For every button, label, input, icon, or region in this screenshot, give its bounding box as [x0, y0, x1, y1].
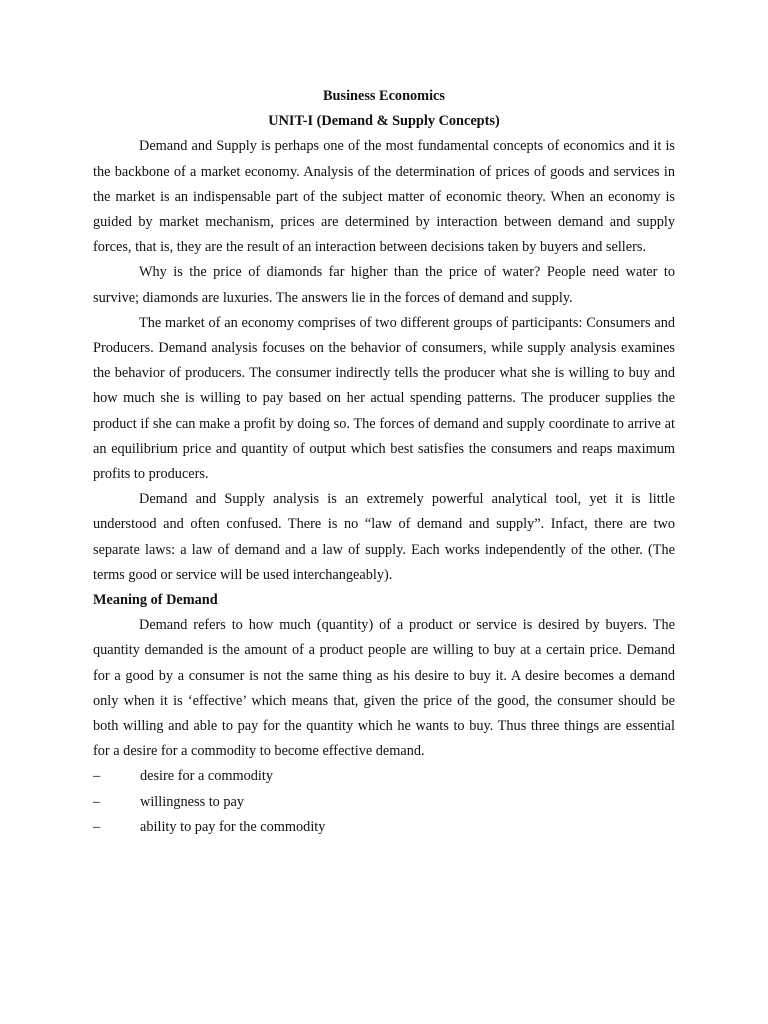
dash-bullet-icon: –: [93, 768, 101, 785]
section-heading: Meaning of Demand: [93, 592, 218, 609]
list-item-text: willingness to pay: [140, 793, 245, 810]
document-subtitle: UNIT-I (Demand & Supply Concepts): [268, 113, 500, 130]
essentials-list: [93, 764, 675, 840]
list-item: [93, 764, 675, 789]
list-item: [93, 790, 675, 815]
dash-bullet-icon: –: [93, 818, 101, 835]
intro-paragraph-3: The market of an economy comprises of two different groups of participants: Consumers and Producers. Demand analysis focuses on the behavior of consumers, while supply analysis examines the behavior of producers. The consumer indirectly tells the producer what she is willing to buy and how much she is willing to pay based on her actual spending patterns. The producer supplies the product if she can make a profit by doing so. The forces of demand and supply coordinate to arrive at an equilibrium price and quantity of output which best satisfies the consumers and reaps maximum profits to producers.: [93, 314, 675, 483]
demand-paragraph: Demand refers to how much (quantity) of a product or service is desired by buyers. The quantity demanded is the amount of a product people are willing to buy at a certain price. Demand for a good by a consumer is not the same thing as his desire to buy it. A desire becomes a demand only when it is ‘effective’ which means that, given the price of the good, the consumer should be both willing and able to pay for the quantity which he wants to buy. Thus three things are essential for a desire for a commodity to become effective demand.: [93, 617, 675, 760]
intro-paragraph-4: Demand and Supply analysis is an extremely powerful analytical tool, yet it is little understood and often confused. There is no “law of demand and supply”. Infact, there are two separate laws: a law of demand and a law of supply. Each works independently of the other. (The terms good or service will be used interchangeably).: [93, 491, 675, 583]
list-item: [93, 815, 675, 840]
intro-paragraph-1: Demand and Supply is perhaps one of the most fundamental concepts of economics and it is the backbone of a market economy. Analysis of the determination of prices of goods and services in the market is an indispensable part of the subject matter of economic theory. When an economy is guided by market mechanism, prices are determined by interaction between demand and supply forces, that is, they are the result of an interaction between decisions taken by buyers and sellers.: [93, 138, 675, 256]
dash-bullet-icon: –: [93, 793, 101, 810]
document-page: [93, 84, 675, 840]
list-item-text: ability to pay for the commodity: [140, 818, 326, 835]
intro-paragraph-2: Why is the price of diamonds far higher than the price of water? People need water to survive; diamonds are luxuries. The answers lie in the forces of demand and supply.: [93, 264, 675, 306]
document-title: Business Economics: [323, 88, 445, 104]
list-item-text: desire for a commodity: [140, 768, 274, 785]
